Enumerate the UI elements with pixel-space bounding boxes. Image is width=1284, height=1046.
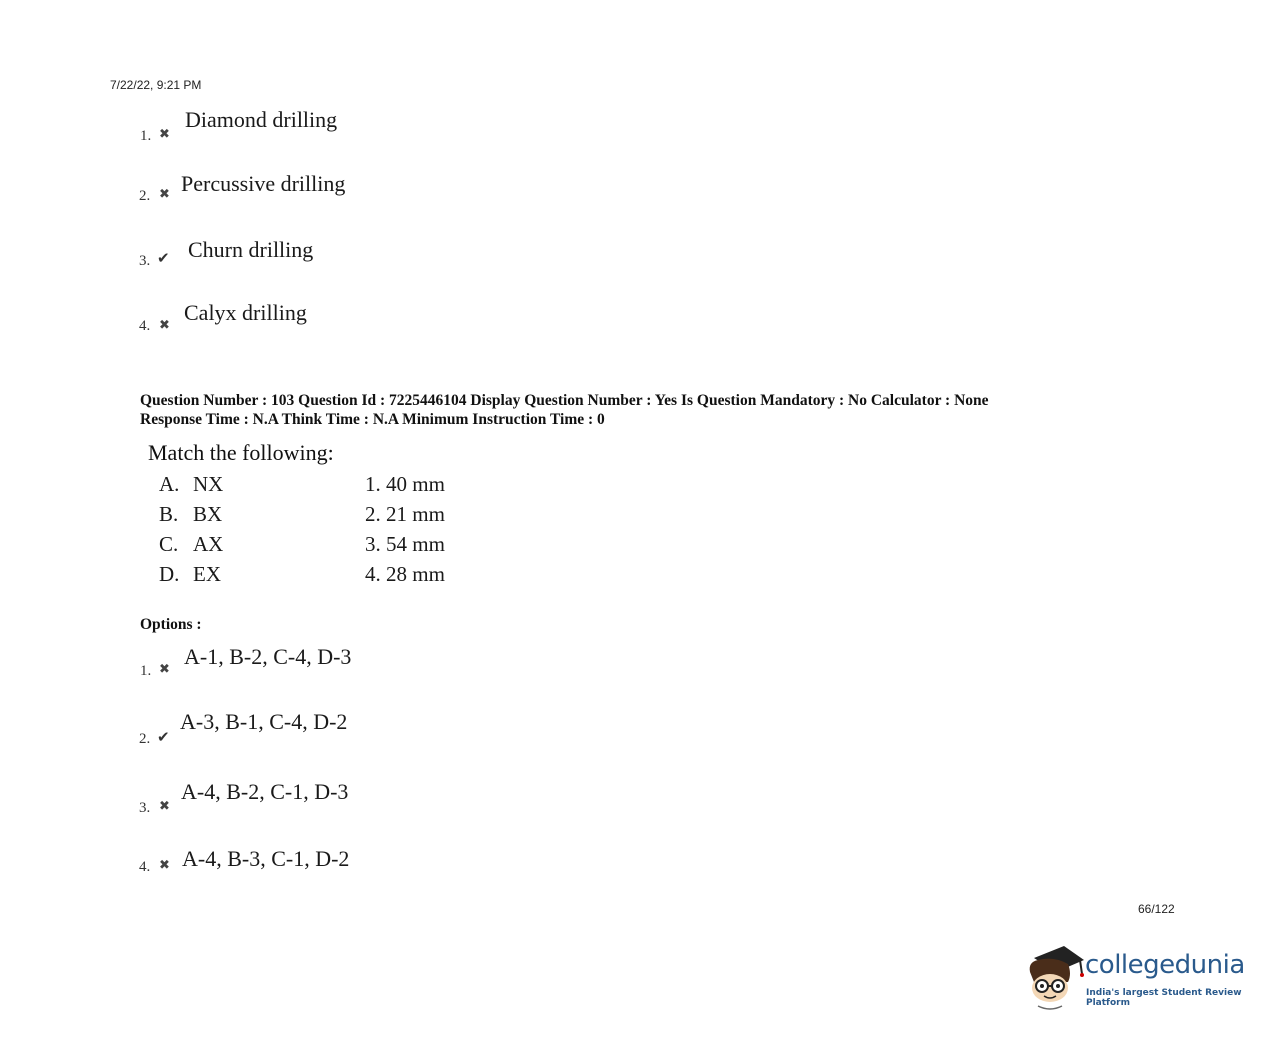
cross-icon: ✖	[159, 126, 170, 141]
option-number: 1.	[140, 128, 152, 144]
match-right-item: 2. 21 mm	[365, 502, 445, 526]
option-text: A-3, B-1, C-4, D-2	[180, 709, 348, 734]
mascot-logo-icon	[1024, 938, 1086, 1010]
option-number: 4.	[139, 859, 151, 875]
match-left-item: NX	[193, 472, 224, 496]
page-number: 66/122	[1138, 902, 1175, 916]
match-right-item: 3. 54 mm	[365, 532, 445, 556]
cross-icon: ✖	[159, 661, 170, 676]
match-left-item: AX	[193, 532, 224, 556]
option-text: A-4, B-3, C-1, D-2	[182, 846, 350, 871]
question-title: Match the following:	[148, 440, 334, 465]
option-number: 4.	[139, 318, 151, 334]
option-text: A-1, B-2, C-4, D-3	[184, 644, 352, 669]
match-left-item: BX	[193, 502, 223, 526]
cross-icon: ✖	[159, 857, 170, 872]
match-right-item: 4. 28 mm	[365, 562, 445, 586]
option-number: 2.	[139, 188, 151, 204]
match-left-label: D.	[159, 562, 180, 586]
cross-icon: ✖	[159, 798, 170, 813]
match-left-label: C.	[159, 532, 179, 556]
option-number: 3.	[139, 800, 151, 816]
option-text: Diamond drilling	[185, 107, 338, 132]
cross-icon: ✖	[159, 317, 170, 332]
option-text: Churn drilling	[188, 237, 314, 262]
question-meta-line1: Question Number : 103 Question Id : 7225446104 Display Question Number : Yes Is Question Mandatory : No Calculator : None	[140, 392, 989, 409]
question-meta-line2: Response Time : N.A Think Time : N.A Minimum Instruction Time : 0	[140, 411, 605, 428]
option-text: A-4, B-2, C-1, D-3	[181, 779, 349, 804]
options-label: Options :	[140, 616, 202, 633]
match-left-label: B.	[159, 502, 179, 526]
match-left-item: EX	[193, 562, 221, 586]
timestamp: 7/22/22, 9:21 PM	[110, 78, 202, 92]
match-left-label: A.	[159, 472, 180, 496]
logo-wordmark: collegedunia	[1085, 950, 1245, 980]
check-icon: ✔	[157, 251, 170, 267]
option-number: 1.	[140, 663, 152, 679]
cross-icon: ✖	[159, 186, 170, 201]
option-text: Percussive drilling	[181, 171, 346, 196]
logo-tagline: India's largest Student Review Platform	[1086, 988, 1242, 1008]
check-icon: ✔	[157, 730, 170, 746]
option-number: 2.	[139, 731, 151, 747]
option-number: 3.	[139, 253, 151, 269]
match-right-item: 1. 40 mm	[365, 472, 445, 496]
option-text: Calyx drilling	[184, 300, 307, 325]
